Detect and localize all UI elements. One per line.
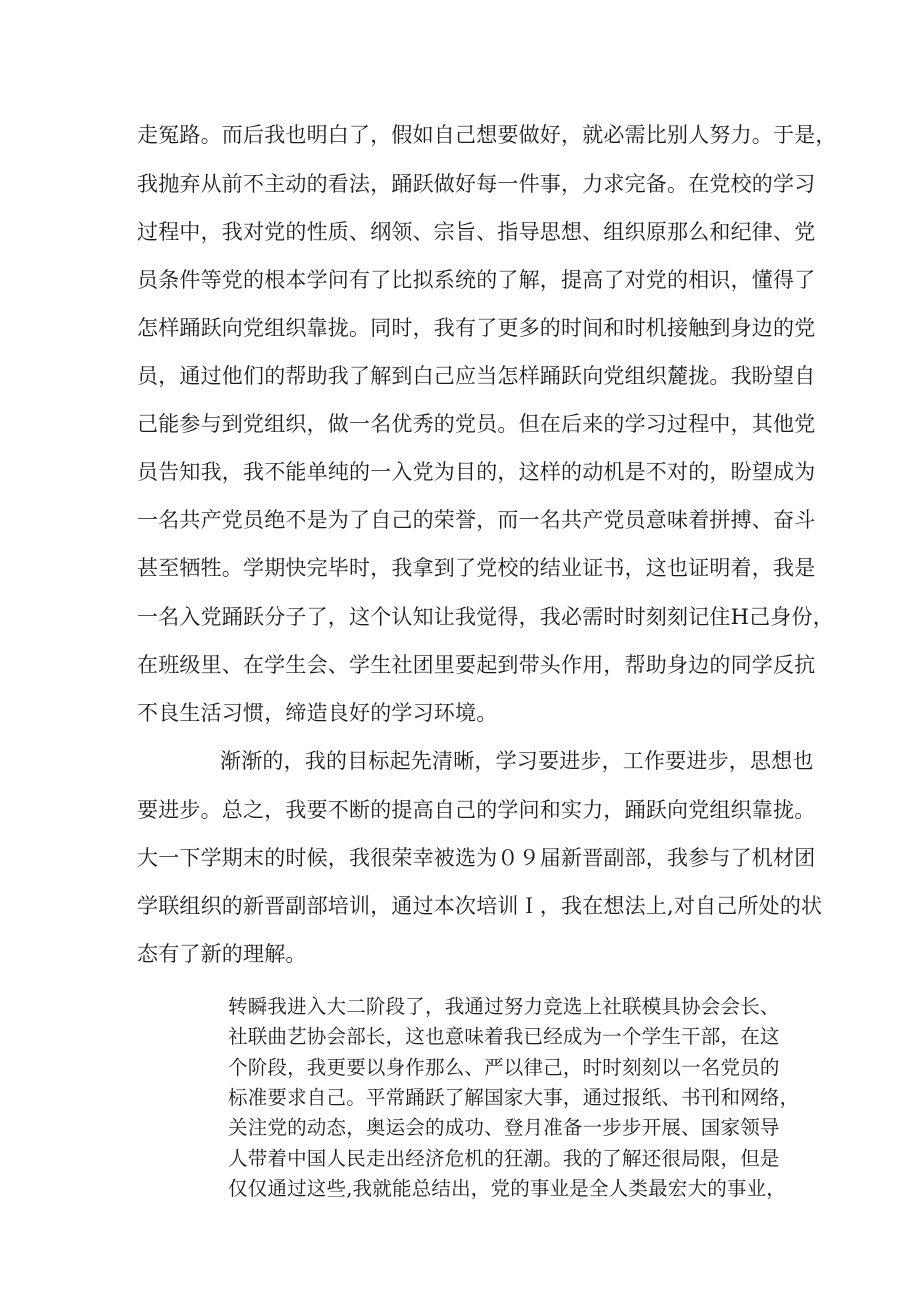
text-line: 怎样踊跃向党组织靠拢。同时，我有了更多的时间和时机接触到身边的党 — [137, 316, 816, 340]
text-line: 仅仅通过这些,我就能总结出，党的事业是全人类最宏大的事业， — [228, 1177, 786, 1200]
text-line: 转瞬我进入大二阶段了，我通过努力竞选上社联模具协会会长、 — [228, 995, 780, 1018]
text-line: 一名共产党员绝不是为了自己的荣誉，而一名共产党员意味着拼搏、奋斗 — [137, 508, 816, 532]
text-line: 渐渐的，我的目标起先清晰，学习要进步，工作要进步，思想也 — [220, 749, 814, 773]
text-line: 员告知我，我不能单纯的一入党为目的，这样的动机是不对的，盼望成为 — [137, 460, 816, 484]
text-line: 个阶段，我更要以身作那么、严以律己，时时刻刻以一名党员的 — [228, 1056, 780, 1079]
text-line: 要进步。总之，我要不断的提高自己的学问和实力，踊跃向党组织靠拢。 — [137, 798, 816, 822]
text-line: 社联曲艺协会部长，这也意味着我已经成为一个学生干部，在这 — [228, 1025, 780, 1048]
text-line: 不良生活习惯，缔造良好的学习环境。 — [137, 701, 498, 725]
text-line: 甚至牺牲。学期快完毕时，我拿到了党校的结业证书，这也证明着，我是 — [137, 556, 816, 580]
text-line: 关注党的动态，奥运会的成功、登月准备一步步开展、国家领导 — [228, 1116, 780, 1139]
text-line: 态有了新的理解。 — [137, 942, 307, 966]
text-line: 在班级里、在学生会、学生社团里要起到带头作用，帮助身边的同学反抗 — [137, 653, 816, 677]
text-line: 我抛弃从前不主动的看法，踊跃做好每一件事，力求完备。在党校的学习 — [137, 172, 816, 196]
text-line: 学联组织的新晋副部培训，通过本次培训Ｉ，我在想法上,对自己所处的状 — [137, 894, 823, 918]
text-line: 标准要求自己。平常踊跃了解国家大事，通过报纸、书刊和网络， — [228, 1086, 800, 1109]
text-line: 一名入党踊跃分子了，这个认知让我觉得，我必需时时刻刻记住H己身份， — [137, 605, 834, 629]
text-line: 过程中，我对党的性质、纲领、宗旨、指导思想、组织原那么和纪律、党 — [137, 220, 816, 244]
text-line: 员条件等党的根本学问有了比拟系统的了解，提高了对党的相识，懂得了 — [137, 268, 816, 292]
text-line: 走冤路。而后我也明白了，假如自己想要做好，就必需比别人努力。于是， — [137, 123, 837, 147]
text-line: 人带着中国人民走出经济危机的狂潮。我的了解还很局限，但是 — [228, 1147, 780, 1170]
text-line: 大一下学期末的时候，我很荣幸被选为０９届新晋副部，我参与了机材团 — [137, 846, 816, 870]
text-line: 员，通过他们的帮助我了解到白己应当怎样踊跃向党组织麓拢。我盼望自 — [137, 364, 816, 388]
text-line: 己能参与到党组织，做一名优秀的党员。但在后来的学习过程中，其他党 — [137, 412, 816, 436]
